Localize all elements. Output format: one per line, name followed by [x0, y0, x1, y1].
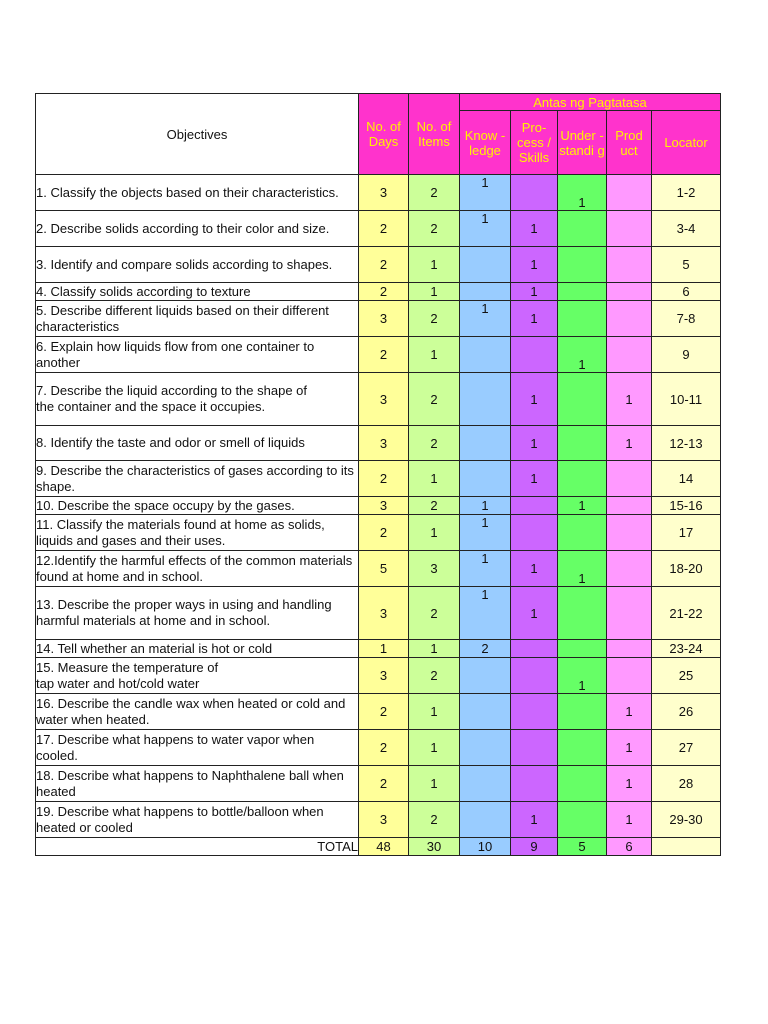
total-label: TOTAL	[36, 838, 359, 856]
knowledge-cell	[460, 337, 511, 373]
days-cell: 2	[359, 694, 409, 730]
understanding-cell	[558, 283, 607, 301]
table-row	[36, 301, 721, 337]
process-cell: 1	[511, 426, 558, 461]
knowledge-cell	[460, 461, 511, 497]
table-row	[36, 730, 721, 766]
total-knowledge: 10	[460, 838, 511, 856]
product-cell	[607, 211, 652, 247]
understanding-cell	[558, 301, 607, 337]
objective-cell: 7. Describe the liquid according to the shape of the container and the space it occupies.	[36, 373, 359, 426]
items-cell: 2	[409, 175, 460, 211]
table-row	[36, 175, 721, 211]
total-process: 9	[511, 838, 558, 856]
understanding-cell	[558, 247, 607, 283]
table-row	[36, 587, 721, 640]
locator-cell: 6	[652, 283, 721, 301]
objective-cell: 19. Describe what happens to bottle/balloon when heated or cooled	[36, 802, 359, 838]
table-row	[36, 515, 721, 551]
understanding-cell	[558, 426, 607, 461]
understanding-cell: 1	[558, 497, 607, 515]
product-cell	[607, 175, 652, 211]
locator-cell: 1-2	[652, 175, 721, 211]
total-row	[36, 838, 721, 856]
days-cell: 5	[359, 551, 409, 587]
objective-cell: 10. Describe the space occupy by the gases.	[36, 497, 359, 515]
understanding-cell: 1	[558, 658, 607, 694]
items-cell: 2	[409, 373, 460, 426]
days-cell: 2	[359, 461, 409, 497]
knowledge-cell: 1	[460, 175, 511, 211]
product-cell	[607, 515, 652, 551]
table-row	[36, 694, 721, 730]
table-row	[36, 802, 721, 838]
knowledge-cell	[460, 694, 511, 730]
locator-cell: 18-20	[652, 551, 721, 587]
knowledge-cell	[460, 373, 511, 426]
process-cell	[511, 694, 558, 730]
days-cell: 3	[359, 426, 409, 461]
table-row	[36, 640, 721, 658]
objective-cell: 16. Describe the candle wax when heated or cold and water when heated.	[36, 694, 359, 730]
process-cell	[511, 730, 558, 766]
objective-cell: 11. Classify the materials found at home as solids, liquids and gases and their uses.	[36, 515, 359, 551]
locator-cell: 17	[652, 515, 721, 551]
product-cell	[607, 587, 652, 640]
locator-cell: 15-16	[652, 497, 721, 515]
table-row	[36, 247, 721, 283]
locator-cell: 9	[652, 337, 721, 373]
objective-cell: 8. Identify the taste and odor or smell of liquids	[36, 426, 359, 461]
items-cell: 2	[409, 497, 460, 515]
understanding-cell	[558, 730, 607, 766]
items-cell: 2	[409, 587, 460, 640]
understanding-cell: 1	[558, 175, 607, 211]
items-cell: 2	[409, 658, 460, 694]
product-cell	[607, 247, 652, 283]
process-cell: 1	[511, 461, 558, 497]
product-cell: 1	[607, 694, 652, 730]
items-cell: 1	[409, 515, 460, 551]
understanding-cell: 1	[558, 337, 607, 373]
knowledge-cell	[460, 247, 511, 283]
items-cell: 1	[409, 694, 460, 730]
product-cell	[607, 301, 652, 337]
total-understanding: 5	[558, 838, 607, 856]
process-header: Pro- cess / Skills	[511, 111, 558, 175]
understanding-cell	[558, 587, 607, 640]
knowledge-cell: 1	[460, 551, 511, 587]
items-cell: 1	[409, 283, 460, 301]
product-cell	[607, 497, 652, 515]
locator-cell: 7-8	[652, 301, 721, 337]
items-cell: 1	[409, 766, 460, 802]
items-cell: 1	[409, 640, 460, 658]
knowledge-cell: 1	[460, 587, 511, 640]
items-cell: 2	[409, 301, 460, 337]
objective-cell: 9. Describe the characteristics of gases according to its shape.	[36, 461, 359, 497]
objective-cell: 14. Tell whether an material is hot or cold	[36, 640, 359, 658]
table-row	[36, 373, 721, 426]
objective-cell: 6. Explain how liquids flow from one container to another	[36, 337, 359, 373]
objective-cell: 5. Describe different liquids based on their different characteristics	[36, 301, 359, 337]
knowledge-cell	[460, 658, 511, 694]
understanding-cell	[558, 802, 607, 838]
table-row	[36, 461, 721, 497]
product-cell: 1	[607, 766, 652, 802]
table-row	[36, 497, 721, 515]
objective-cell: 15. Measure the temperature of tap water and hot/cold water	[36, 658, 359, 694]
understanding-cell: 1	[558, 551, 607, 587]
table-row	[36, 211, 721, 247]
process-cell: 1	[511, 551, 558, 587]
understanding-cell	[558, 461, 607, 497]
total-days: 48	[359, 838, 409, 856]
items-cell: 2	[409, 802, 460, 838]
process-cell: 1	[511, 283, 558, 301]
product-cell	[607, 640, 652, 658]
items-cell: 3	[409, 551, 460, 587]
locator-cell: 3-4	[652, 211, 721, 247]
process-cell	[511, 175, 558, 211]
items-cell: 1	[409, 730, 460, 766]
items-cell: 2	[409, 426, 460, 461]
locator-cell: 14	[652, 461, 721, 497]
knowledge-cell	[460, 426, 511, 461]
items-cell: 1	[409, 337, 460, 373]
knowledge-cell	[460, 802, 511, 838]
days-cell: 2	[359, 211, 409, 247]
days-cell: 3	[359, 373, 409, 426]
product-cell: 1	[607, 730, 652, 766]
product-cell: 1	[607, 426, 652, 461]
product-cell: 1	[607, 373, 652, 426]
objective-cell: 2. Describe solids according to their color and size.	[36, 211, 359, 247]
locator-cell: 10-11	[652, 373, 721, 426]
days-cell: 2	[359, 766, 409, 802]
objective-cell: 3. Identify and compare solids according to shapes.	[36, 247, 359, 283]
knowledge-cell	[460, 283, 511, 301]
understanding-cell	[558, 211, 607, 247]
locator-cell: 25	[652, 658, 721, 694]
process-cell	[511, 497, 558, 515]
process-cell: 1	[511, 247, 558, 283]
table-row	[36, 766, 721, 802]
process-cell	[511, 337, 558, 373]
table-row	[36, 551, 721, 587]
items-cell: 2	[409, 211, 460, 247]
total-items: 30	[409, 838, 460, 856]
understanding-cell	[558, 373, 607, 426]
locator-cell: 21-22	[652, 587, 721, 640]
days-cell: 3	[359, 497, 409, 515]
objective-cell: 4. Classify solids according to texture	[36, 283, 359, 301]
knowledge-cell	[460, 766, 511, 802]
days-cell: 3	[359, 802, 409, 838]
objective-cell: 18. Describe what happens to Naphthalene ball when heated	[36, 766, 359, 802]
days-cell: 3	[359, 301, 409, 337]
process-cell: 1	[511, 211, 558, 247]
locator-cell: 5	[652, 247, 721, 283]
product-cell	[607, 461, 652, 497]
locator-cell: 26	[652, 694, 721, 730]
days-header: No. of Days	[359, 94, 409, 175]
days-cell: 2	[359, 730, 409, 766]
items-cell: 1	[409, 247, 460, 283]
items-header: No. of Items	[409, 94, 460, 175]
product-cell	[607, 283, 652, 301]
table-row	[36, 283, 721, 301]
header-row-top	[36, 94, 721, 111]
days-cell: 2	[359, 337, 409, 373]
objective-cell: 12.Identify the harmful effects of the common materials found at home and in school.	[36, 551, 359, 587]
product-header: Prod uct	[607, 111, 652, 175]
locator-cell: 12-13	[652, 426, 721, 461]
knowledge-cell	[460, 730, 511, 766]
days-cell: 2	[359, 283, 409, 301]
understanding-cell	[558, 640, 607, 658]
understanding-cell	[558, 766, 607, 802]
knowledge-cell: 1	[460, 515, 511, 551]
process-cell: 1	[511, 301, 558, 337]
locator-header: Locator	[652, 111, 721, 175]
days-cell: 3	[359, 175, 409, 211]
objective-cell: 17. Describe what happens to water vapor when cooled.	[36, 730, 359, 766]
knowledge-cell: 1	[460, 497, 511, 515]
objective-cell: 13. Describe the proper ways in using and handling harmful materials at home and in school.	[36, 587, 359, 640]
table-row	[36, 337, 721, 373]
understanding-cell	[558, 694, 607, 730]
product-cell	[607, 337, 652, 373]
days-cell: 2	[359, 515, 409, 551]
product-cell	[607, 658, 652, 694]
items-cell: 1	[409, 461, 460, 497]
days-cell: 3	[359, 658, 409, 694]
table-of-specifications	[35, 93, 721, 856]
objective-cell: 1. Classify the objects based on their characteristics.	[36, 175, 359, 211]
days-cell: 2	[359, 247, 409, 283]
process-cell	[511, 766, 558, 802]
understanding-cell	[558, 515, 607, 551]
total-product: 6	[607, 838, 652, 856]
days-cell: 3	[359, 587, 409, 640]
understanding-header: Under - standi g	[558, 111, 607, 175]
days-cell: 1	[359, 640, 409, 658]
process-cell	[511, 515, 558, 551]
objectives-header: Objectives	[36, 94, 359, 175]
knowledge-cell: 1	[460, 301, 511, 337]
process-cell: 1	[511, 373, 558, 426]
process-cell: 1	[511, 802, 558, 838]
product-cell	[607, 551, 652, 587]
product-cell: 1	[607, 802, 652, 838]
process-cell	[511, 640, 558, 658]
table-body	[36, 94, 721, 856]
process-cell: 1	[511, 587, 558, 640]
table-row	[36, 658, 721, 694]
locator-cell: 23-24	[652, 640, 721, 658]
antas-header: Antas ng Pagtatasa	[460, 94, 721, 111]
locator-cell: 29-30	[652, 802, 721, 838]
knowledge-cell: 2	[460, 640, 511, 658]
knowledge-header: Know - ledge	[460, 111, 511, 175]
locator-cell: 28	[652, 766, 721, 802]
locator-cell: 27	[652, 730, 721, 766]
process-cell	[511, 658, 558, 694]
total-locator	[652, 838, 721, 856]
knowledge-cell: 1	[460, 211, 511, 247]
table-row	[36, 426, 721, 461]
